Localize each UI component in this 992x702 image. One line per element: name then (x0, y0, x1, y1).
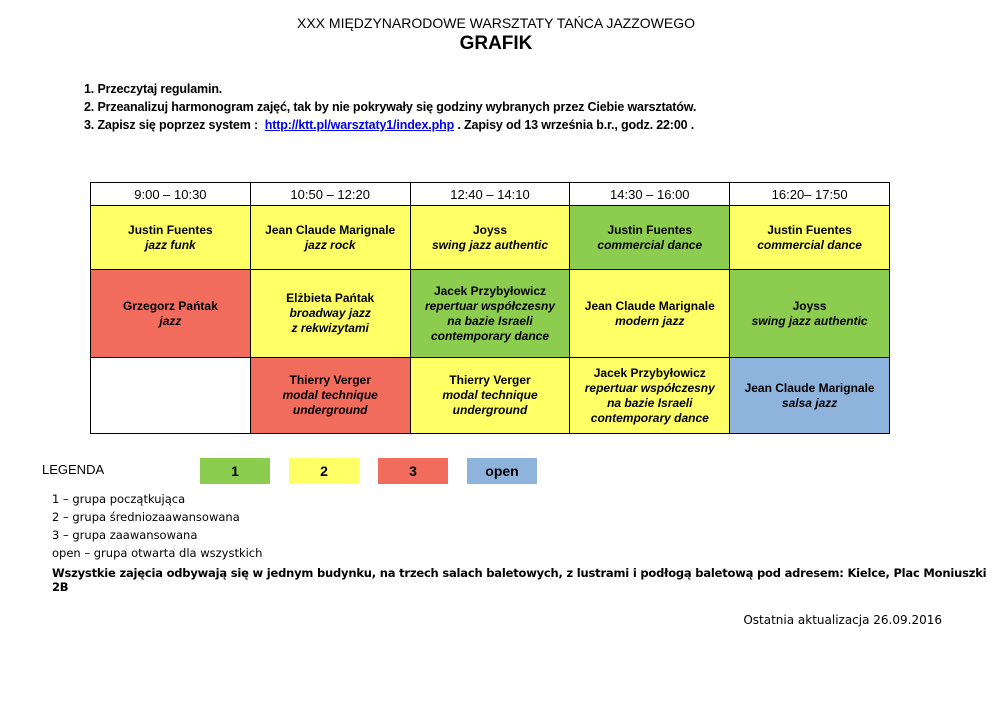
legend-description: 2 – grupa średniozaawansowana (52, 510, 240, 524)
legend-description: open – grupa otwarta dla wszystkich (52, 546, 263, 560)
legend-description: 1 – grupa początkująca (52, 492, 186, 506)
workshop-style: broadway jazz (289, 306, 371, 320)
workshop-style: swing jazz authentic (751, 313, 868, 328)
time-slot-header: 9:00 – 10:30 (91, 183, 251, 206)
schedule-table (90, 182, 890, 434)
time-slot-header: 10:50 – 12:20 (250, 183, 410, 206)
step-3 (84, 116, 696, 134)
instructor-name: Justin Fuentes (607, 222, 693, 237)
instructions (84, 80, 696, 134)
workshop-cell (91, 206, 251, 270)
instructor-name: Elżbieta Pańtak (286, 291, 375, 305)
time-slot-header: 12:40 – 14:10 (410, 183, 570, 206)
instructor-name: Justin Fuentes (767, 222, 852, 237)
workshop-cell (570, 358, 730, 434)
workshop-cell (730, 358, 890, 434)
workshop-cell (570, 206, 730, 270)
workshop-style: jazz funk (145, 237, 196, 252)
instructor-name: Jean Claude Marignale (584, 298, 715, 313)
workshop-style: na bazie Israeli (447, 313, 533, 328)
time-slot-header: 16:20– 17:50 (730, 183, 890, 206)
step-3-prefix: 3. Zapisz się poprzez system : (84, 118, 259, 132)
event-title: XXX MIĘDZYNARODOWE WARSZTATY TAŃCA JAZZOWEGO (297, 15, 695, 31)
legend-label: LEGENDA (42, 462, 105, 477)
step-1: 1. Przeczytaj regulamin. (84, 82, 223, 96)
legend-description: 3 – grupa zaawansowana (52, 528, 198, 542)
instructor-name: Joyss (472, 222, 507, 237)
workshop-cell (730, 206, 890, 270)
legend-swatch: 2 (289, 458, 359, 484)
workshop-style: underground (452, 403, 528, 417)
workshop-cell (570, 270, 730, 358)
workshop-cell (91, 358, 251, 434)
legend-swatch: 1 (200, 458, 270, 484)
workshop-style: modal technique (442, 388, 538, 402)
instructor-name: Grzegorz Pańtak (123, 298, 218, 313)
workshop-cell (250, 270, 410, 358)
workshop-style: repertuar współczesny (424, 298, 556, 313)
workshop-cell (91, 270, 251, 358)
instructor-name: Jean Claude Marignale (744, 380, 875, 395)
workshop-style: na bazie Israeli (607, 395, 693, 410)
workshop-cell (730, 270, 890, 358)
schedule-row (91, 270, 890, 358)
workshop-cell (250, 358, 410, 434)
legend-swatch: 3 (378, 458, 448, 484)
venue-address: Wszystkie zajęcia odbywają się w jednym budynku, na trzech salach baletowych, z lustrami i podłogą baletową pod adresem: Kielce, Plac Moniuszki 2B (52, 566, 987, 594)
workshop-style: contemporary dance (590, 410, 709, 425)
workshop-style: modal technique (282, 388, 378, 402)
workshop-style: modern jazz (615, 313, 685, 328)
instructor-name: Thierry Verger (289, 373, 371, 387)
instructor-name: Jacek Przybyłowicz (433, 283, 547, 298)
instructor-name: Thierry Verger (449, 373, 531, 387)
workshop-cell (410, 206, 570, 270)
time-slot-header: 14:30 – 16:00 (570, 183, 730, 206)
workshop-style: swing jazz authentic (431, 237, 548, 252)
instructor-name: Jacek Przybyłowicz (593, 365, 706, 380)
workshop-cell (250, 206, 410, 270)
workshop-style: z rekwizytami (291, 321, 369, 335)
last-updated: Ostatnia aktualizacja 26.09.2016 (743, 613, 942, 627)
workshop-style: commercial dance (757, 237, 862, 252)
workshop-style: underground (292, 403, 368, 417)
legend-swatch: open (467, 458, 537, 484)
workshop-style: jazz rock (304, 237, 356, 252)
page-title: GRAFIK (459, 33, 533, 54)
workshop-style: jazz (159, 313, 182, 328)
workshop-cell (410, 358, 570, 434)
workshop-style: salsa jazz (781, 395, 838, 410)
instructor-name: Jean Claude Marignale (265, 222, 396, 237)
time-header-row (91, 183, 890, 206)
registration-link[interactable]: http://ktt.pl/warsztaty1/index.php (264, 118, 455, 132)
workshop-style: repertuar współczesny (584, 380, 715, 395)
instructor-name: Joyss (792, 298, 827, 313)
workshop-style: contemporary dance (430, 328, 550, 343)
legend-descriptions (52, 490, 262, 562)
step-2: 2. Przeanalizuj harmonogram zajęć, tak by nie pokrywały się godziny wybranych przez Ciebie warsztatów. (84, 100, 697, 114)
step-3-suffix: . Zapisy od 13 września b.r., godz. 22:00 . (457, 118, 695, 132)
workshop-cell (410, 270, 570, 358)
instructor-name: Justin Fuentes (128, 222, 213, 237)
schedule-row (91, 358, 890, 434)
workshop-style: commercial dance (597, 237, 703, 252)
schedule-row (91, 206, 890, 270)
